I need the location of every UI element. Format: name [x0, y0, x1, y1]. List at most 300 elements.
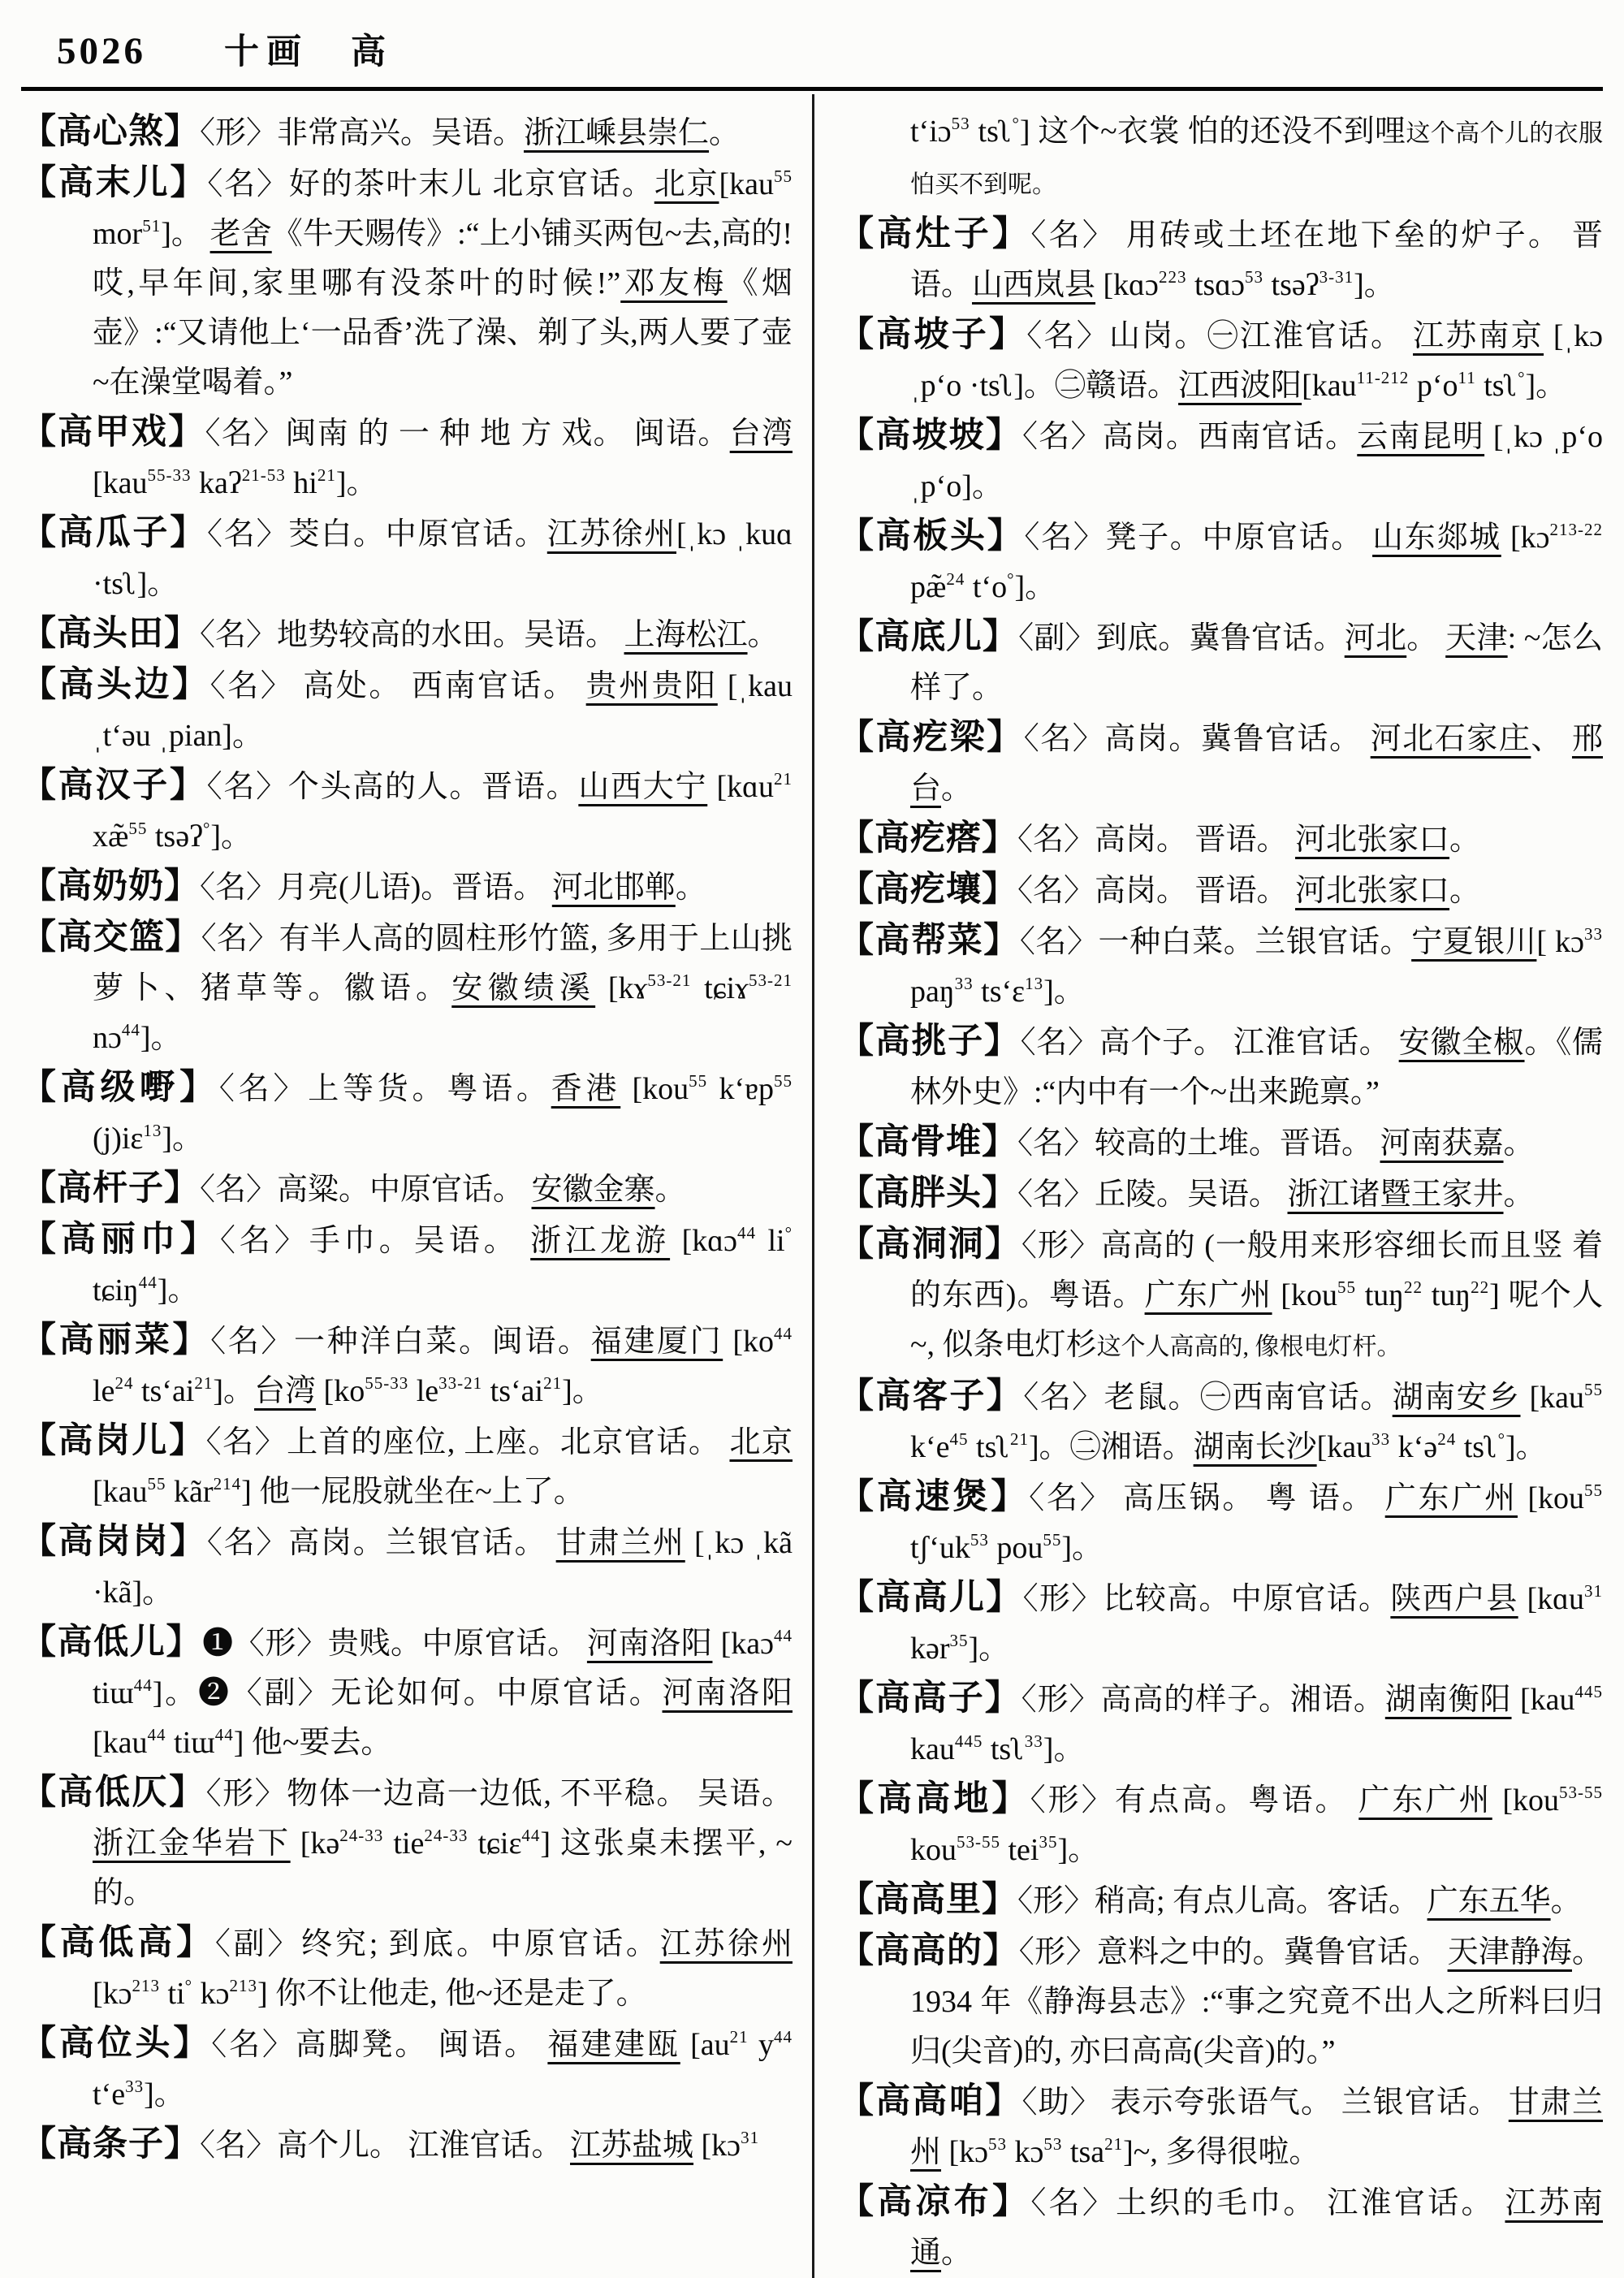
entry-text: 〈名〉较高的土堆。晋语。 — [1017, 1126, 1380, 1161]
dictionary-entry — [839, 2077, 1603, 2177]
tone-number: 55-33 — [147, 465, 192, 485]
entry-text: 。 — [941, 2236, 973, 2270]
entry-text: tsa — [1062, 2135, 1105, 2169]
entry-headword: 【高坡坡】 — [839, 417, 1023, 455]
tone-number: 53-21 — [647, 970, 692, 990]
tone-number: 213-22 — [1549, 520, 1603, 539]
entry-text: [kɑu — [1518, 1582, 1584, 1616]
dictionary-entry — [839, 1117, 1603, 1169]
entry-text: ]。 — [213, 1374, 255, 1408]
dictionary-entry — [839, 1372, 1603, 1472]
tone-number: 55 — [689, 1071, 708, 1091]
place-name: 天津静海 — [1447, 1935, 1572, 1969]
tone-number: 31 — [741, 2128, 760, 2147]
entry-headword: 【高高里】 — [839, 1881, 1017, 1919]
entry-headword: 【高汉子】 — [21, 767, 207, 805]
dictionary-entry — [21, 1918, 793, 2019]
dictionary-entry — [21, 1316, 793, 1416]
entry-text: ❶〈形〉贵贱。中原官话。 — [202, 1627, 587, 1661]
entry-text: ]。 — [1014, 570, 1056, 604]
entry-text: mor — [93, 217, 143, 251]
entry-text: 。 — [1503, 1178, 1535, 1212]
tone-number: 55 — [1583, 1380, 1603, 1399]
entry-text: pæ̃ — [910, 570, 947, 604]
entry-text: 〈名〉 高处。 西南官话。 — [209, 669, 586, 703]
entry-headword: 【高甲戏】 — [21, 413, 205, 452]
dictionary-entry — [21, 1416, 793, 1517]
dictionary-entry — [21, 1618, 793, 1768]
entry-headword: 【高灶子】 — [839, 215, 1031, 253]
entry-headword: 【高疙梁】 — [839, 719, 1024, 757]
entry-text: ]。 — [1505, 1430, 1547, 1464]
entry-text: [kɔ — [93, 1977, 132, 2011]
place-name: 广东广州 — [1144, 1278, 1272, 1312]
entry-text: [ko — [723, 1325, 774, 1359]
entry-text: ] 他一屁股就坐在~上了。 — [241, 1475, 585, 1509]
entry-text: ts‘ɛ — [973, 975, 1026, 1009]
tone-number: 53 — [951, 114, 970, 133]
entry-text: 〈名〉高个子。 江淮官话。 — [1020, 1026, 1399, 1060]
entry-text: 〈名〉手巾。吴语。 — [219, 1224, 531, 1258]
tone-number: 33 — [125, 2077, 145, 2096]
tone-number: 44 — [214, 1725, 234, 1744]
entry-text: ] 呢个人~, 似条电灯杉 — [910, 1278, 1604, 1362]
place-name: 陕西户县 — [1390, 1582, 1518, 1616]
entry-text: [kau — [93, 1726, 148, 1760]
dictionary-entry — [839, 1017, 1603, 1117]
entry-text: ]。 — [144, 2077, 185, 2112]
entry-text: ts‘ai — [482, 1374, 544, 1408]
tone-number: 55 — [1337, 1277, 1356, 1297]
entry-text: 〈名〉一种洋白菜。闽语。 — [210, 1325, 591, 1359]
entry-headword: 【高坡子】 — [839, 316, 1027, 354]
entry-text: 。 — [941, 772, 973, 806]
entry-text: ]。 — [1354, 268, 1395, 302]
entry-text: 。《儒林外史》:“内中有一个~出来跪禀。” — [910, 1026, 1603, 1109]
entry-text: [ˌkɔ ˌkã ·kã]。 — [93, 1526, 793, 1610]
entry-headword: 【高帮菜】 — [839, 922, 1020, 960]
entry-text: [ko — [316, 1374, 365, 1408]
entry-text: [kɔ — [1501, 521, 1550, 555]
entry-continuation — [839, 107, 1603, 210]
entry-text: t‘e — [93, 2077, 126, 2112]
entry-text: nɔ — [93, 1021, 122, 1055]
entry-text: 〈名〉凳子。中原官话。 — [1024, 521, 1373, 555]
tone-number: 21 — [774, 769, 793, 789]
entry-text: xæ̃ — [93, 819, 129, 854]
place-name: 河北石家庄 — [1370, 722, 1531, 756]
entry-text: t‘o — [965, 570, 1008, 604]
place-name: 香港 — [551, 1072, 621, 1106]
tone-number: ° — [1007, 569, 1015, 589]
entry-text: 〈名〉土织的毛巾。 江淮官话。 — [1030, 2186, 1505, 2220]
entry-headword: 【高交篮】 — [21, 919, 201, 957]
place-name: 福建厦门 — [590, 1325, 723, 1359]
entry-text: [kou — [1272, 1278, 1337, 1312]
dictionary-entry — [21, 761, 793, 862]
entry-text: t‘iɔ — [910, 115, 952, 149]
entry-headword: 【高岗儿】 — [21, 1422, 206, 1460]
tone-number: 21 — [194, 1373, 214, 1393]
entry-text: 〈名〉好的茶叶末儿 北京官话。 — [207, 167, 654, 201]
entry-text: le — [93, 1374, 115, 1408]
entry-text: ]。 — [162, 1122, 204, 1156]
place-name: 山东郯城 — [1372, 521, 1501, 555]
entry-text: li — [755, 1224, 785, 1258]
entry-headword: 【高高地】 — [839, 1780, 1030, 1818]
place-name: 安徽全椒 — [1398, 1026, 1525, 1060]
tone-number: 44 — [736, 1223, 756, 1243]
tone-number: 55 — [774, 166, 793, 186]
entry-text: [kou — [1492, 1783, 1559, 1818]
entry-headword: 【高板头】 — [839, 517, 1025, 555]
entry-text: [ˌkɔ ˌp‘o ˌp‘o]。 — [910, 420, 1604, 504]
entry-text: kãr — [166, 1475, 214, 1509]
entry-text: ]。㊁湘语。 — [1028, 1430, 1194, 1464]
dictionary-entry — [839, 1926, 1603, 2077]
entry-text: ]。 — [140, 1021, 182, 1055]
tone-number: 53-21 — [748, 970, 793, 990]
place-name: 北京 — [654, 167, 719, 201]
entry-text: tʃ‘uk — [910, 1531, 970, 1565]
gloss-text: 这个高个儿的衣服怕买不到呢。 — [910, 120, 1604, 198]
entry-text: ]。 — [1043, 975, 1085, 1009]
entry-text: 。 — [1449, 823, 1481, 857]
entry-text: ]~, 多得很啦。 — [1123, 2135, 1320, 2169]
tone-number: ° — [1497, 1429, 1506, 1449]
entry-text: ]。 — [1043, 1732, 1085, 1766]
tone-number: 3-31 — [1319, 267, 1354, 287]
entry-text: tɕiɛ — [468, 1826, 522, 1861]
entry-text: 〈形〉意料之中的。冀鲁官话。 — [1018, 1935, 1448, 1969]
tone-number: 22 — [1471, 1277, 1490, 1297]
tone-number: 22 — [1404, 1277, 1423, 1297]
entry-headword: 【高心煞】 — [21, 113, 200, 151]
dictionary-entry — [21, 158, 793, 408]
dictionary-entry — [839, 310, 1603, 411]
entry-text: [kau — [1316, 1430, 1372, 1464]
entry-text: p‘o — [1409, 369, 1458, 403]
entry-text: tsʅ — [968, 1430, 1010, 1464]
tone-number: 53-55 — [1559, 1783, 1603, 1802]
entry-text: kɔ — [1007, 2135, 1044, 2169]
place-name: 广东广州 — [1358, 1783, 1492, 1818]
entry-text: 〈名〉高岗。 晋语。 — [1017, 823, 1296, 857]
entry-text: 〈名〉老鼠。㊀西南官话。 — [1023, 1381, 1393, 1415]
entry-text: [ˌkɔ ˌkuɑ ·tsʅ]。 — [93, 517, 793, 601]
tone-number: 55 — [1043, 1530, 1062, 1550]
place-name: 江苏盐城 — [570, 2129, 694, 2163]
dictionary-entry — [21, 107, 793, 158]
entry-text: 、 — [1531, 722, 1572, 756]
entry-text: kau — [910, 1732, 955, 1766]
dictionary-entry — [839, 411, 1603, 512]
tone-number: 44 — [774, 1324, 793, 1343]
entry-headword: 【高低仄】 — [21, 1774, 206, 1812]
place-name: 江苏南通 — [910, 2186, 1603, 2270]
entry-text: 〈形〉高高的 (一般用来形容细长而且竖 着的东西)。粤语。 — [910, 1229, 1604, 1312]
entry-text: 。 — [675, 871, 706, 905]
tone-number: 44 — [121, 1020, 140, 1040]
entry-text: 〈名〉个头高的人。晋语。 — [206, 770, 579, 804]
dictionary-entry — [21, 2019, 793, 2120]
entry-text: ]。 — [210, 819, 252, 854]
dictionary-entry — [21, 1063, 793, 1164]
entry-text: 。 — [1449, 874, 1481, 908]
dictionary-entry — [21, 913, 793, 1063]
entry-text: 〈名〉茭白。中原官话。 — [207, 517, 547, 551]
entry-text: tsʅ — [970, 115, 1013, 149]
tone-number: 35 — [949, 1631, 969, 1650]
dictionary-entry — [21, 660, 793, 761]
entry-text: [ˌkau ˌt‘əu ˌpian]。 — [93, 669, 793, 753]
entry-text: kaʔ — [191, 466, 242, 500]
place-name: 台湾 — [729, 417, 793, 451]
tone-number: ° — [1012, 114, 1020, 133]
tone-number: 55 — [1584, 1480, 1603, 1500]
entry-text: ]。 — [157, 1273, 199, 1308]
entry-text: 〈名〉高岗。西南官话。 — [1022, 420, 1358, 454]
entry-text: [kau — [1302, 369, 1357, 403]
dictionary-entry — [839, 1774, 1603, 1875]
entry-text: ]。 — [1525, 369, 1567, 403]
entry-text: [kɤ — [595, 971, 648, 1005]
tone-number: 21 — [1009, 1429, 1029, 1449]
entry-text: [kau — [1511, 1683, 1575, 1717]
entry-text: 。 — [747, 618, 779, 652]
entry-text: ] 这张桌未摆平, ~的。 — [93, 1826, 793, 1910]
entry-text: tsʅ — [983, 1732, 1025, 1766]
entry-text: [ kɔ — [1536, 925, 1584, 959]
place-name: 台湾 — [254, 1374, 317, 1408]
entry-text: 〈名〉一种白菜。兰银官话。 — [1019, 925, 1412, 959]
dictionary-entry — [21, 1215, 793, 1316]
entry-text: [kau — [719, 167, 774, 201]
dictionary-entry — [839, 1220, 1603, 1372]
place-name: 云南昆明 — [1357, 420, 1485, 454]
entry-headword: 【高岗岗】 — [21, 1523, 207, 1561]
entry-text: kou — [910, 1833, 957, 1867]
entry-text: [kau — [93, 1475, 148, 1509]
dictionary-entry — [21, 1768, 793, 1918]
entry-headword: 【高疙瘩】 — [839, 819, 1017, 858]
tone-number: 53 — [970, 1530, 989, 1550]
page-number: 5026 — [57, 30, 146, 72]
entry-headword: 【高条子】 — [21, 2125, 200, 2163]
entry-text: [kou — [1518, 1481, 1584, 1515]
entry-text: ] 你不让他走, 他~还是走了。 — [257, 1977, 647, 2011]
entry-headword: 【高头边】 — [21, 666, 210, 704]
entry-text: ] 他~要去。 — [233, 1726, 392, 1760]
dictionary-entry — [839, 713, 1603, 814]
place-name: 宁夏银川 — [1411, 925, 1537, 959]
entry-headword: 【高杆子】 — [21, 1169, 200, 1208]
place-name: 河南洛阳 — [662, 1676, 793, 1710]
place-name: 河北张家口 — [1295, 823, 1450, 857]
tone-number: 55 — [773, 1071, 793, 1091]
entry-text: 〈形〉稍高; 有点儿高。客话。 — [1017, 1884, 1427, 1918]
entry-text: 〈形〉高高的样子。湘语。 — [1021, 1683, 1385, 1717]
tone-number: 24 — [946, 569, 965, 589]
dictionary-entry — [839, 865, 1603, 916]
entry-text: kər — [910, 1632, 950, 1666]
entry-headword: 【高丽巾】 — [21, 1221, 220, 1259]
tone-number: 11 — [1458, 368, 1476, 387]
tone-number: ° — [184, 1976, 193, 1995]
entry-text: ]。 — [562, 1374, 603, 1408]
entry-text: [kɑɔ — [1095, 268, 1159, 302]
tone-number: 445 — [954, 1731, 983, 1751]
place-name: 甘肃兰州 — [910, 2086, 1603, 2169]
entry-text: [kə — [290, 1826, 340, 1861]
place-name: 贵州贵阳 — [585, 669, 718, 703]
entry-headword: 【高挑子】 — [839, 1022, 1021, 1061]
tone-number: 44 — [138, 1273, 158, 1292]
place-name: 浙江嵊县崇仁 — [524, 116, 710, 150]
place-name: 上海松江 — [624, 618, 748, 652]
entry-text: tuŋ — [1355, 1278, 1405, 1312]
tone-number: 44 — [521, 1826, 541, 1845]
tone-number: 13 — [1025, 974, 1044, 993]
entry-text: [kou — [620, 1072, 689, 1106]
entry-text: kɔ — [192, 1977, 230, 2011]
entry-headword: 【高低高】 — [21, 1924, 215, 1962]
entry-text: 〈名〉山岗。㊀江淮官话。 — [1026, 319, 1414, 353]
tone-number: ° — [1518, 368, 1526, 387]
dictionary-entry — [839, 1169, 1603, 1220]
tone-number: 223 — [1158, 267, 1187, 287]
dictionary-entry — [21, 2120, 793, 2171]
tone-number: 31 — [1583, 1581, 1603, 1601]
tone-number: 44 — [774, 1626, 793, 1645]
tone-number: 45 — [949, 1429, 969, 1449]
entry-text: 〈名〉闽南 的 一 种 地 方 戏。 闽语。 — [205, 417, 730, 451]
entry-text: 〈名〉地势较高的水田。吴语。 — [200, 618, 624, 652]
tone-number: 24-33 — [339, 1826, 384, 1845]
tone-number: 24 — [1437, 1429, 1457, 1449]
entry-text: 〈助〉 表示夸张语气。 兰银官话。 — [1021, 2086, 1509, 2120]
entry-text: 〈名〉高粱。中原官话。 — [200, 1173, 532, 1207]
place-name: 广东广州 — [1384, 1481, 1518, 1515]
place-name: 广东五华 — [1427, 1884, 1551, 1918]
entry-text: 。 — [1550, 1884, 1582, 1918]
entry-text: tɕiŋ — [93, 1273, 139, 1308]
entry-text: 〈形〉有点高。粤语。 — [1030, 1783, 1359, 1818]
dictionary-entry — [21, 508, 793, 609]
text-columns — [21, 94, 1603, 2278]
entry-text: 〈名〉高个儿。 江淮官话。 — [200, 2129, 571, 2163]
place-name: 河北张家口 — [1295, 874, 1450, 908]
entry-text: k‘e — [910, 1430, 950, 1464]
tone-number: 44 — [147, 1725, 166, 1744]
tone-number: 13 — [143, 1121, 162, 1140]
tone-number: 213 — [132, 1976, 161, 1995]
entry-text: tie — [383, 1826, 425, 1861]
entry-text: 〈名〉高岗。冀鲁官话。 — [1023, 722, 1371, 756]
entry-headword: 【高低儿】 — [21, 1623, 203, 1662]
place-name: 江苏徐州 — [659, 1927, 793, 1961]
tone-number: 55-33 — [365, 1373, 409, 1393]
place-name: 湖南长沙 — [1193, 1430, 1317, 1464]
entry-text: tiɯ — [93, 1676, 134, 1710]
tone-number: 35 — [1039, 1832, 1058, 1852]
entry-text: 〈名〉有半人高的圆柱形竹篮, 多用于上山挑萝卜、猪草等。徽语。 — [93, 922, 793, 1005]
entry-text: [kɔ — [693, 2129, 741, 2163]
place-name: 河南洛阳 — [586, 1627, 713, 1661]
entry-text: ]。❷〈副〉无论如何。中原官话。 — [152, 1676, 663, 1710]
dictionary-entry — [21, 862, 793, 913]
entry-text: 。1934 年《静海县志》:“事之究竟不出人之所料曰归归(尖音)的, 亦曰高高(尖音)的。” — [910, 1935, 1603, 2068]
tone-number: 55 — [128, 819, 148, 838]
tone-number: 21 — [543, 1373, 563, 1393]
tone-number: 33 — [1371, 1429, 1391, 1449]
dictionary-entry — [839, 1573, 1603, 1674]
place-name: 湖南安乡 — [1392, 1381, 1521, 1415]
entry-text: 〈名〉 高压锅。 粤 语。 — [1029, 1481, 1385, 1515]
entry-text: 〈名〉上首的座位, 上座。北京官话。 — [205, 1425, 730, 1459]
tone-number: 44 — [133, 1675, 153, 1695]
entry-text: tiɯ — [166, 1726, 215, 1760]
entry-headword: 【高速煲】 — [839, 1478, 1030, 1516]
place-name: 北京 — [729, 1425, 793, 1459]
dictionary-entry — [839, 1674, 1603, 1774]
entry-headword: 【高骨堆】 — [839, 1123, 1017, 1161]
tone-number: 21-53 — [241, 465, 286, 485]
entry-text: k‘ɐp — [707, 1072, 774, 1106]
entry-text: [kɑu — [707, 770, 774, 804]
section-title: 十画 高 — [224, 33, 393, 71]
tone-number: 44 — [774, 2027, 793, 2047]
tone-number: 24 — [114, 1373, 134, 1393]
place-name: 江西波阳 — [1178, 369, 1302, 403]
entry-headword: 【高胖头】 — [839, 1174, 1017, 1212]
entry-headword: 【高凉布】 — [839, 2183, 1031, 2221]
dictionary-entry — [839, 1875, 1603, 1926]
entry-text: tsʅ — [1475, 369, 1518, 403]
place-name: 邓友梅 — [620, 266, 728, 300]
dictionary-entry — [839, 916, 1603, 1017]
tone-number: 11-212 — [1356, 368, 1410, 387]
place-name: 浙江龙游 — [530, 1224, 671, 1258]
place-name: 安徽绩溪 — [451, 971, 596, 1005]
entry-headword: 【高高的】 — [839, 1932, 1019, 1970]
entry-text: 〈名〉上等货。粤语。 — [218, 1072, 551, 1106]
dictionary-entry — [21, 408, 793, 508]
entry-text: ts‘ai — [133, 1374, 195, 1408]
entry-text: (j)iɛ — [93, 1122, 144, 1156]
tone-number: 33 — [954, 974, 974, 993]
entry-text: ]。 — [1061, 1531, 1104, 1565]
entry-headword: 【高疙壤】 — [839, 871, 1017, 909]
entry-text: : ~怎么样了。 — [910, 621, 1603, 705]
place-name: 河北 — [1344, 621, 1407, 655]
entry-headword: 【高丽菜】 — [21, 1321, 211, 1359]
entry-text: 《牛天赐传》:“上小铺买两包~去,高的! 哎,早年间,家里哪有没茶叶的时候!” — [93, 217, 793, 300]
entry-text: paŋ — [910, 975, 955, 1009]
entry-headword: 【高高子】 — [839, 1679, 1021, 1718]
tone-number: 53 — [1043, 2134, 1063, 2154]
tone-number: 24-33 — [424, 1826, 469, 1845]
entry-text: 〈名〉 用砖或土坯在地下垒的炉子。 晋语。 — [910, 218, 1603, 302]
gloss-text: 这个人高高的, 像根电灯杆。 — [1096, 1334, 1402, 1360]
tone-number: 21 — [729, 2027, 749, 2047]
entry-text: 〈形〉物体一边高一边低, 不平稳。 吴语。 — [205, 1777, 793, 1811]
place-name: 山西岚县 — [972, 268, 1096, 302]
entry-text: [ˌkɔ ˌp‘o ·tsʅ]。㊁赣语。 — [910, 319, 1603, 403]
entry-text: ti — [160, 1977, 185, 2011]
place-name: 甘肃兰州 — [555, 1526, 685, 1560]
entry-headword: 【高末儿】 — [21, 164, 208, 202]
